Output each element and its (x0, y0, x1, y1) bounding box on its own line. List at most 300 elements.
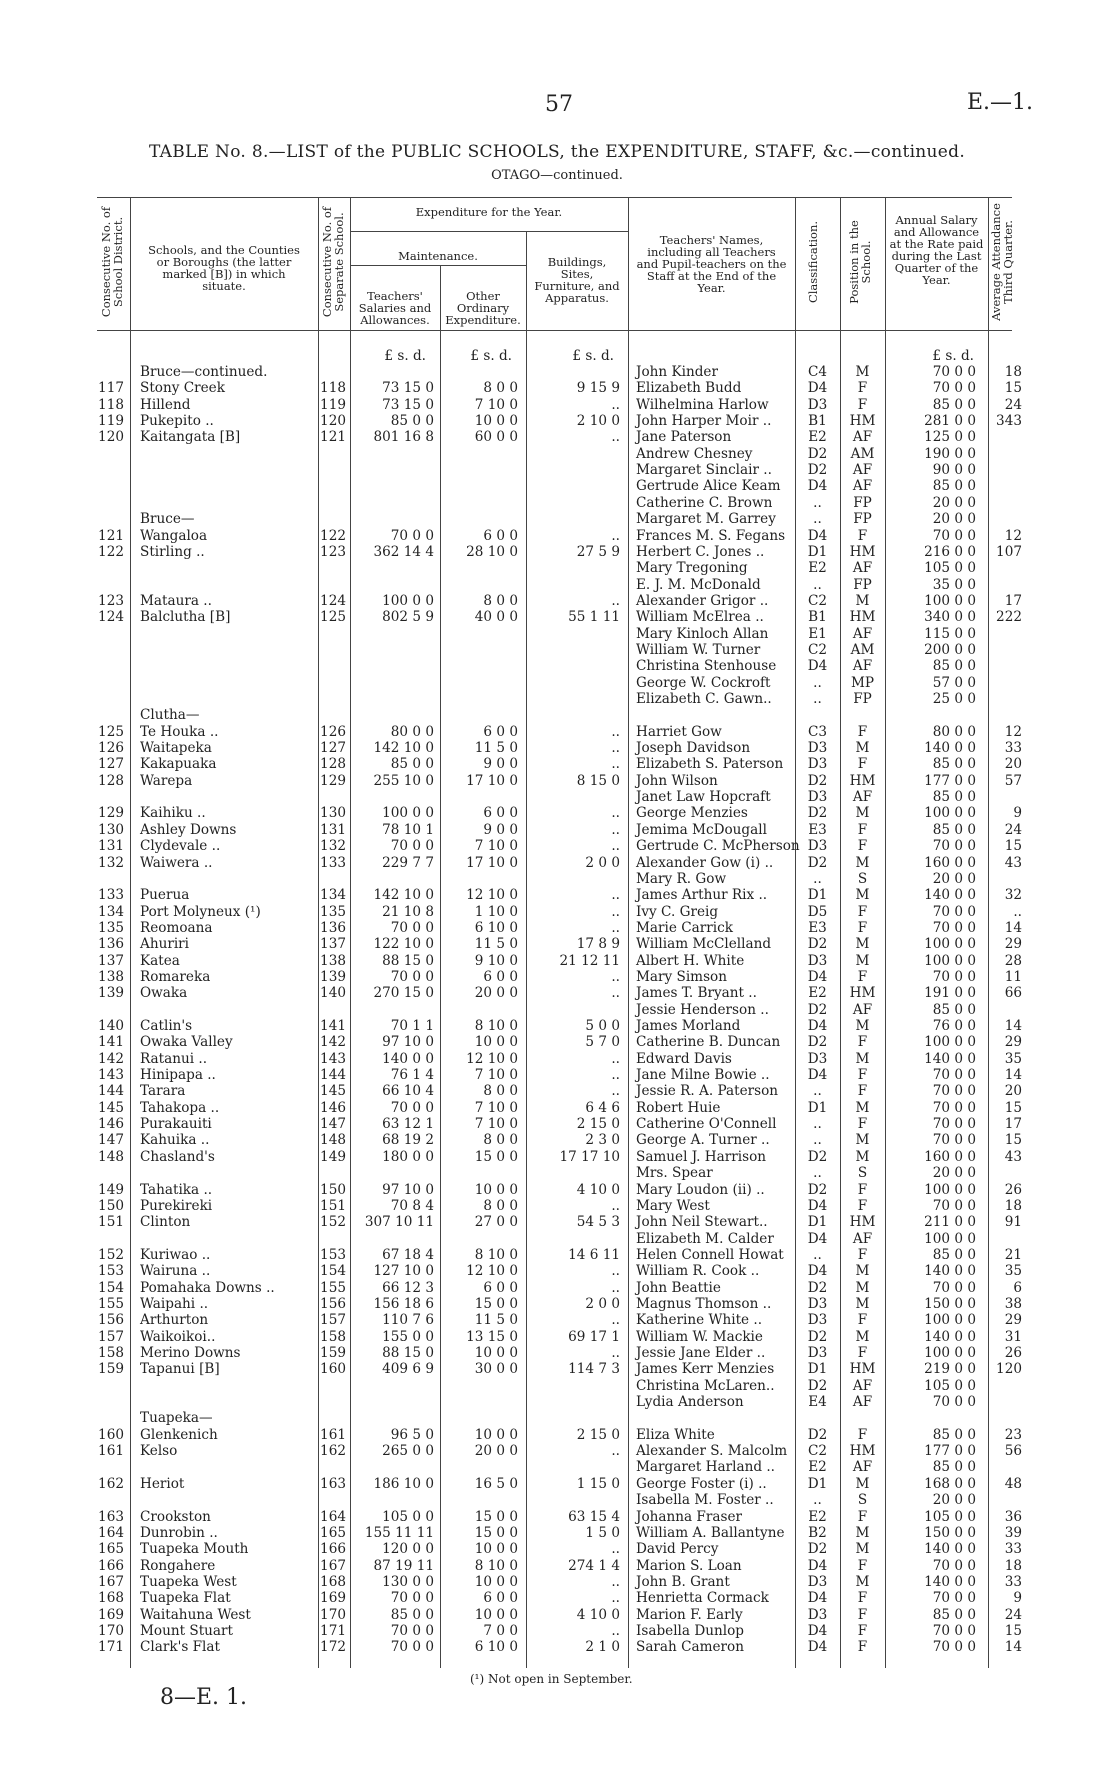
other-expenditure-cell: 6 0 0 (483, 527, 518, 544)
buildings-column-rule (628, 197, 629, 1668)
teachers-salary-cell: 85 0 0 (390, 413, 434, 430)
attendance-cell: 18 (1004, 364, 1022, 380)
classification-cell: .. (813, 674, 822, 691)
buildings-cell: .. (611, 968, 620, 985)
teachers-salary-cell: 270 15 0 (373, 985, 434, 1002)
position-cell: F (857, 903, 868, 920)
school-no-cell: 129 (320, 772, 346, 789)
classification-cell: D2 (807, 1001, 828, 1018)
other-expenditure-cell: 7 10 0 (474, 838, 518, 855)
salary-cell: 216 0 0 (924, 543, 976, 560)
classification-cell: D4 (807, 1263, 828, 1280)
buildings-cell: 2 1 0 (585, 1639, 620, 1656)
school-no-cell: 159 (320, 1345, 346, 1361)
classification-cell: D2 (807, 1426, 828, 1443)
school-no-cell: 144 (320, 1067, 346, 1084)
buildings-cell: 9 15 9 (576, 380, 620, 397)
classification-cell: D3 (807, 1573, 828, 1590)
salary-cell: 85 0 0 (932, 658, 976, 675)
district-no-cell: 130 (98, 821, 124, 838)
classification-cell: .. (813, 1116, 822, 1133)
attendance-cell: 24 (1004, 396, 1022, 413)
position-cell: M (855, 887, 870, 904)
classification-cell: D2 (807, 1279, 828, 1296)
other-expenditure-cell: 17 10 0 (466, 772, 518, 789)
district-no-cell: 147 (98, 1132, 124, 1149)
classification-cell: D2 (807, 462, 828, 479)
classification-cell: C2 (807, 1443, 828, 1460)
school-no-cell: 150 (320, 1181, 346, 1198)
teacher-name-cell: James Kerr Menzies (636, 1361, 775, 1378)
header-other-expenditure: Other Ordinary Expenditure. (445, 289, 521, 327)
currency-header-sal-lsd: £ s. d. (932, 348, 974, 364)
teacher-name-cell: Margaret M. Garrey (636, 511, 776, 528)
salary-cell: 85 0 0 (932, 1426, 976, 1443)
salary-cell: 100 0 0 (924, 805, 976, 822)
salary-cell: 140 0 0 (924, 1050, 976, 1067)
teachers-salary-cell: 70 0 0 (390, 838, 434, 855)
position-cell: F (857, 1246, 868, 1263)
teachers-salary-cell: 307 10 11 (364, 1214, 434, 1231)
salary-cell: 190 0 0 (924, 445, 976, 462)
teachers-salary-cell: 180 0 0 (382, 1148, 434, 1165)
district-no-cell: 155 (98, 1295, 124, 1312)
district-no-cell: 138 (98, 968, 124, 985)
teacher-name-cell: Mary Loudon (ii) .. (636, 1181, 765, 1198)
position-cell: M (855, 592, 870, 609)
position-cell: AF (852, 1230, 873, 1247)
page-footer: 8—E. 1. (160, 1685, 248, 1710)
school-no-cell: 125 (320, 609, 346, 626)
attendance-cell: 29 (1004, 1034, 1022, 1051)
school-name-cell: Waiwera .. (140, 854, 213, 871)
position-cell: M (855, 740, 870, 757)
attendance-cell: 15 (1004, 1132, 1022, 1149)
other-expenditure-cell: 6 0 0 (483, 723, 518, 740)
salary-cell: 70 0 0 (932, 1279, 976, 1296)
school-no-cell: 139 (320, 968, 346, 985)
district-column-rule (130, 197, 131, 1668)
school-name-cell: Crookston (140, 1508, 211, 1525)
position-cell: M (855, 1279, 870, 1296)
attendance-cell: 222 (996, 609, 1022, 626)
buildings-cell: 1 5 0 (585, 1524, 620, 1541)
classification-cell: D2 (807, 1181, 828, 1198)
salary-cell: 140 0 0 (924, 1328, 976, 1345)
position-cell: M (855, 1099, 870, 1116)
teacher-name-cell: Marie Carrick (636, 919, 733, 936)
district-no-cell: 151 (98, 1214, 124, 1231)
buildings-cell: 1 15 0 (576, 1475, 620, 1492)
position-cell: M (855, 1475, 870, 1492)
school-name-cell: Ratanui .. (140, 1050, 208, 1067)
position-cell: F (857, 1622, 868, 1639)
attendance-cell: 17 (1004, 592, 1022, 609)
buildings-cell: 4 10 0 (576, 1181, 620, 1198)
school-no-cell: 158 (320, 1328, 346, 1345)
school-name-cell: Arthurton (140, 1312, 209, 1329)
position-cell: F (857, 821, 868, 838)
teacher-name-cell: George Menzies (636, 805, 748, 822)
teacher-name-cell: Helen Connell Howat (636, 1246, 784, 1263)
salary-cell: 105 0 0 (924, 560, 976, 577)
teachers-salary-cell: 155 0 0 (382, 1328, 434, 1345)
header-district-no: Consecutive No. of School District. (99, 206, 125, 318)
school-no-cell: 128 (320, 756, 346, 773)
classification-cell: D4 (807, 1557, 828, 1574)
school-name-cell: Katea (140, 952, 180, 969)
school-no-cell: 142 (320, 1034, 346, 1051)
school-no-cell: 160 (320, 1361, 346, 1378)
position-cell: F (857, 380, 868, 397)
teachers-salary-cell: 96 5 0 (390, 1426, 434, 1443)
teacher-name-cell: Magnus Thomson .. (636, 1295, 772, 1312)
teacher-name-cell: Henrietta Cormack (636, 1590, 769, 1607)
salary-cell: 100 0 0 (924, 1181, 976, 1198)
classification-cell: D2 (807, 854, 828, 871)
teacher-name-cell: Elizabeth S. Paterson (636, 756, 784, 773)
position-cell: AF (852, 478, 873, 495)
attendance-cell: 18 (1004, 1557, 1022, 1574)
position-cell: AM (850, 445, 875, 462)
school-no-cell: 134 (320, 887, 346, 904)
school-no-cell: 137 (320, 936, 346, 953)
district-no-cell: 149 (98, 1181, 124, 1198)
classification-cell: E3 (808, 919, 827, 936)
salary-cell: 191 0 0 (924, 985, 976, 1002)
school-no-cell: 170 (320, 1606, 346, 1623)
school-name-cell: Tahatika .. (140, 1181, 213, 1198)
salary-cell: 20 0 0 (932, 494, 976, 511)
header-teachers-salaries: Teachers' Salaries and Allowances. (358, 289, 432, 327)
position-cell: F (857, 919, 868, 936)
district-no-cell: 160 (98, 1426, 124, 1443)
teachers-salary-cell: 88 15 0 (382, 1345, 434, 1361)
district-no-cell: 170 (98, 1622, 124, 1639)
school-no-cell: 172 (320, 1639, 346, 1656)
teachers-salary-cell: 70 0 0 (390, 527, 434, 544)
position-cell: S (857, 870, 868, 887)
attendance-cell: 9 (1013, 1590, 1022, 1607)
position-cell: F (857, 396, 868, 413)
position-cell: F (857, 1639, 868, 1656)
attendance-cell: 43 (1004, 854, 1022, 871)
salary-cell: 70 0 0 (932, 1622, 976, 1639)
salary-cell: 70 0 0 (932, 1099, 976, 1116)
district-no-cell: 150 (98, 1197, 124, 1214)
school-name-cell: Bruce—continued. (140, 364, 268, 380)
teacher-name-cell: James Arthur Rix .. (636, 887, 768, 904)
attendance-cell: 17 (1004, 1116, 1022, 1133)
salary-cell: 177 0 0 (924, 772, 976, 789)
school-name-cell: Tuapeka West (140, 1573, 237, 1590)
district-no-cell: 126 (98, 740, 124, 757)
buildings-cell: 5 0 0 (585, 1018, 620, 1034)
teacher-name-cell: Isabella Dunlop (636, 1622, 744, 1639)
attendance-cell: 15 (1004, 1099, 1022, 1116)
other-expenditure-cell: 7 10 0 (474, 396, 518, 413)
buildings-cell: .. (611, 1345, 620, 1361)
position-cell: F (857, 838, 868, 855)
salary-cell: 70 0 0 (932, 1394, 976, 1411)
other-expenditure-cell: 8 0 0 (483, 1083, 518, 1100)
buildings-cell: 27 5 9 (576, 543, 620, 560)
school-no-cell: 136 (320, 919, 346, 936)
buildings-cell: .. (611, 903, 620, 920)
classification-cell: D1 (807, 1214, 828, 1231)
attendance-cell: 28 (1004, 952, 1022, 969)
classification-cell: D2 (807, 1328, 828, 1345)
salary-cell: 85 0 0 (932, 821, 976, 838)
buildings-cell: .. (611, 1197, 620, 1214)
classification-cell: D1 (807, 1475, 828, 1492)
position-cell: F (857, 527, 868, 544)
classification-cell: D2 (807, 936, 828, 953)
position-cell: FP (853, 511, 872, 528)
attendance-cell: 15 (1004, 380, 1022, 397)
salary-cell: 85 0 0 (932, 756, 976, 773)
other-expenditure-cell: 7 10 0 (474, 1116, 518, 1133)
salary-cell: 85 0 0 (932, 1246, 976, 1263)
teacher-name-cell: Andrew Chesney (636, 445, 753, 462)
position-cell: F (857, 1034, 868, 1051)
classification-cell: D2 (807, 1541, 828, 1558)
school-name-cell: Tuapeka Flat (140, 1590, 231, 1607)
classification-cell: D2 (807, 772, 828, 789)
classification-cell: E2 (808, 560, 827, 577)
salary-cell: 340 0 0 (924, 609, 976, 626)
school-name-cell: Owaka Valley (140, 1034, 233, 1051)
salary-cell: 85 0 0 (932, 396, 976, 413)
school-no-cell: 162 (320, 1443, 346, 1460)
school-name-cell: Pomahaka Downs .. (140, 1279, 275, 1296)
school-no-cell: 165 (320, 1524, 346, 1541)
teacher-name-cell: Albert H. White (636, 952, 745, 969)
other-expenditure-cell: 10 0 0 (474, 1181, 518, 1198)
position-cell: AF (852, 1459, 873, 1476)
district-no-cell: 125 (98, 723, 124, 740)
position-cell: M (855, 364, 870, 380)
salary-cell: 70 0 0 (932, 968, 976, 985)
attendance-cell: 66 (1004, 985, 1022, 1002)
school-name-cell: Te Houka .. (140, 723, 219, 740)
teacher-name-cell: George A. Turner .. (636, 1132, 770, 1149)
teacher-name-cell: Mary R. Gow (636, 870, 727, 887)
district-no-cell: 161 (98, 1443, 124, 1460)
buildings-cell: .. (611, 429, 620, 446)
school-name-cell: Clinton (140, 1214, 191, 1231)
teachers-salary-cell: 73 15 0 (382, 396, 434, 413)
teacher-name-cell: Mary West (636, 1197, 710, 1214)
other-expenditure-cell: 15 0 0 (474, 1148, 518, 1165)
school-no-cell: 164 (320, 1508, 346, 1525)
classification-cell: D1 (807, 887, 828, 904)
teachers-salary-cell: 802 5 9 (382, 609, 434, 626)
salary-cell: 80 0 0 (932, 723, 976, 740)
school-name-cell: Tahakopa .. (140, 1099, 220, 1116)
buildings-cell: 274 1 4 (568, 1557, 620, 1574)
position-cell: F (857, 1181, 868, 1198)
classification-cell: .. (813, 1492, 822, 1509)
district-no-cell: 166 (98, 1557, 124, 1574)
position-cell: M (855, 1541, 870, 1558)
position-cell: F (857, 1606, 868, 1623)
teachers-salary-cell: 85 0 0 (390, 756, 434, 773)
attendance-cell: 29 (1004, 936, 1022, 953)
position-cell: F (857, 1508, 868, 1525)
classification-cell: D2 (807, 1377, 828, 1394)
other-expenditure-cell: 11 5 0 (474, 1312, 518, 1329)
other-expenditure-cell: 7 10 0 (474, 1067, 518, 1084)
classification-cell: D4 (807, 478, 828, 495)
attendance-cell: 57 (1004, 772, 1022, 789)
district-no-cell: 145 (98, 1099, 124, 1116)
salary-cell: 100 0 0 (924, 1034, 976, 1051)
district-no-cell: 129 (98, 805, 124, 822)
other-expenditure-cell: 10 0 0 (474, 1034, 518, 1051)
buildings-cell: .. (611, 805, 620, 822)
teachers-salary-cell: 70 8 4 (390, 1197, 434, 1214)
classification-cell: B2 (808, 1524, 827, 1541)
salary-cell: 125 0 0 (924, 429, 976, 446)
other-expenditure-cell: 9 0 0 (483, 821, 518, 838)
district-no-cell: 124 (98, 609, 124, 626)
position-cell: AF (852, 625, 873, 642)
other-expenditure-cell: 28 10 0 (466, 543, 518, 560)
buildings-cell: .. (611, 1573, 620, 1590)
district-no-cell: 167 (98, 1573, 124, 1590)
district-no-cell: 171 (98, 1639, 124, 1656)
position-cell: FP (853, 576, 872, 593)
position-cell: F (857, 1345, 868, 1361)
school-no-cell: 120 (320, 413, 346, 430)
school-no-cell: 167 (320, 1557, 346, 1574)
buildings-cell: .. (611, 527, 620, 544)
other-expenditure-cell: 10 0 0 (474, 1606, 518, 1623)
salary-cell: 219 0 0 (924, 1361, 976, 1378)
school-name-cell: Mount Stuart (140, 1622, 233, 1639)
buildings-cell: 2 15 0 (576, 1116, 620, 1133)
attendance-cell: 12 (1004, 723, 1022, 740)
other-expenditure-cell: 6 10 0 (474, 1639, 518, 1656)
buildings-cell: .. (611, 1067, 620, 1084)
teachers-salary-cell: 76 1 4 (390, 1067, 434, 1084)
teachers-salary-cell: 142 10 0 (373, 887, 434, 904)
attendance-cell: 20 (1004, 756, 1022, 773)
teacher-name-cell: Harriet Gow (636, 723, 722, 740)
school-name-cell: Wairuna .. (140, 1263, 211, 1280)
other-expenditure-cell: 16 5 0 (474, 1475, 518, 1492)
other-expenditure-cell: 10 0 0 (474, 1541, 518, 1558)
position-cell: AF (852, 658, 873, 675)
classification-cell: D3 (807, 952, 828, 969)
buildings-cell: .. (611, 821, 620, 838)
school-no-cell: 161 (320, 1426, 346, 1443)
header-teacher-names: Teachers' Names, including all Teachers and Pupil-teachers on the Staff at the End of the Year. (636, 233, 787, 295)
salary-cell: 100 0 0 (924, 1230, 976, 1247)
district-no-cell: 152 (98, 1246, 124, 1263)
salary-cell: 70 0 0 (932, 1116, 976, 1133)
school-no-cell: 126 (320, 723, 346, 740)
salary-cell: 70 0 0 (932, 1557, 976, 1574)
teacher-name-cell: Margaret Harland .. (636, 1459, 775, 1476)
salary-cell: 70 0 0 (932, 1083, 976, 1100)
other-expenditure-cell: 8 10 0 (474, 1557, 518, 1574)
teacher-name-cell: Katherine White .. (636, 1312, 763, 1329)
salary-cell: 35 0 0 (932, 576, 976, 593)
district-no-cell: 162 (98, 1475, 124, 1492)
school-no-cell: 119 (320, 396, 346, 413)
other-expenditure-cell: 11 5 0 (474, 936, 518, 953)
position-cell: FP (853, 691, 872, 707)
school-name-cell: Hillend (140, 396, 191, 413)
school-name-cell: Pukepito .. (140, 413, 214, 430)
header-buildings: Buildings, Sites, Furniture, and Apparatus. (534, 255, 620, 305)
classification-cell: D2 (807, 1034, 828, 1051)
attendance-cell: 15 (1004, 838, 1022, 855)
other-expenditure-cell: 10 0 0 (474, 1426, 518, 1443)
attendance-cell: 48 (1004, 1475, 1022, 1492)
school-name-cell: Heriot (140, 1475, 185, 1492)
teacher-name-cell: John Wilson (636, 772, 718, 789)
salary-cell: 200 0 0 (924, 641, 976, 658)
teacher-name-cell: Jessie Henderson .. (636, 1001, 769, 1018)
district-no-cell: 159 (98, 1361, 124, 1378)
classification-cell: E1 (808, 625, 827, 642)
school-no-cell: 166 (320, 1541, 346, 1558)
attendance-cell: 11 (1004, 968, 1022, 985)
school-no-cell: 122 (320, 527, 346, 544)
classification-cell: D2 (807, 1148, 828, 1165)
classification-cell: .. (813, 576, 822, 593)
classification-cell: C4 (807, 364, 828, 380)
teachers-salary-cell: 70 0 0 (390, 1590, 434, 1607)
school-no-cell: 133 (320, 854, 346, 871)
attendance-cell: 6 (1013, 1279, 1022, 1296)
teacher-name-cell: Margaret Sinclair .. (636, 462, 772, 479)
teachers-salary-cell: 87 19 11 (373, 1557, 434, 1574)
salary-cell: 20 0 0 (932, 870, 976, 887)
teacher-name-cell: Catherine C. Brown (636, 494, 773, 511)
district-no-cell: 154 (98, 1279, 124, 1296)
salary-cell: 140 0 0 (924, 1573, 976, 1590)
classification-cell: D1 (807, 1099, 828, 1116)
school-name-cell: Warepa (140, 772, 193, 789)
position-cell: HM (849, 609, 876, 626)
buildings-cell: .. (611, 1083, 620, 1100)
attendance-cell: 56 (1004, 1443, 1022, 1460)
other-expenditure-cell: 30 0 0 (474, 1361, 518, 1378)
classification-cell: D4 (807, 1590, 828, 1607)
district-no-cell: 158 (98, 1345, 124, 1361)
position-cell: M (855, 1573, 870, 1590)
position-cell: S (857, 1492, 868, 1509)
page-number: 57 (545, 92, 573, 117)
table-title: TABLE No. 8.—LIST of the PUBLIC SCHOOLS, the EXPENDITURE, STAFF, &c.—continued. (148, 142, 966, 162)
district-no-cell: 153 (98, 1263, 124, 1280)
header-school-no: Consecutive No. of Separate School. (320, 206, 346, 318)
other-expenditure-cell: 9 10 0 (474, 952, 518, 969)
attendance-cell: 120 (996, 1361, 1022, 1378)
teacher-name-cell: Mary Tregoning (636, 560, 748, 577)
teachers-salary-cell: 265 0 0 (382, 1443, 434, 1460)
currency-header-o-lsd: £ s. d. (470, 348, 512, 364)
teacher-name-cell: Johanna Fraser (636, 1508, 742, 1525)
district-no-cell: 164 (98, 1524, 124, 1541)
buildings-cell: 6 4 6 (585, 1099, 620, 1116)
attendance-cell: 20 (1004, 1083, 1022, 1100)
classification-cell: D4 (807, 1067, 828, 1084)
